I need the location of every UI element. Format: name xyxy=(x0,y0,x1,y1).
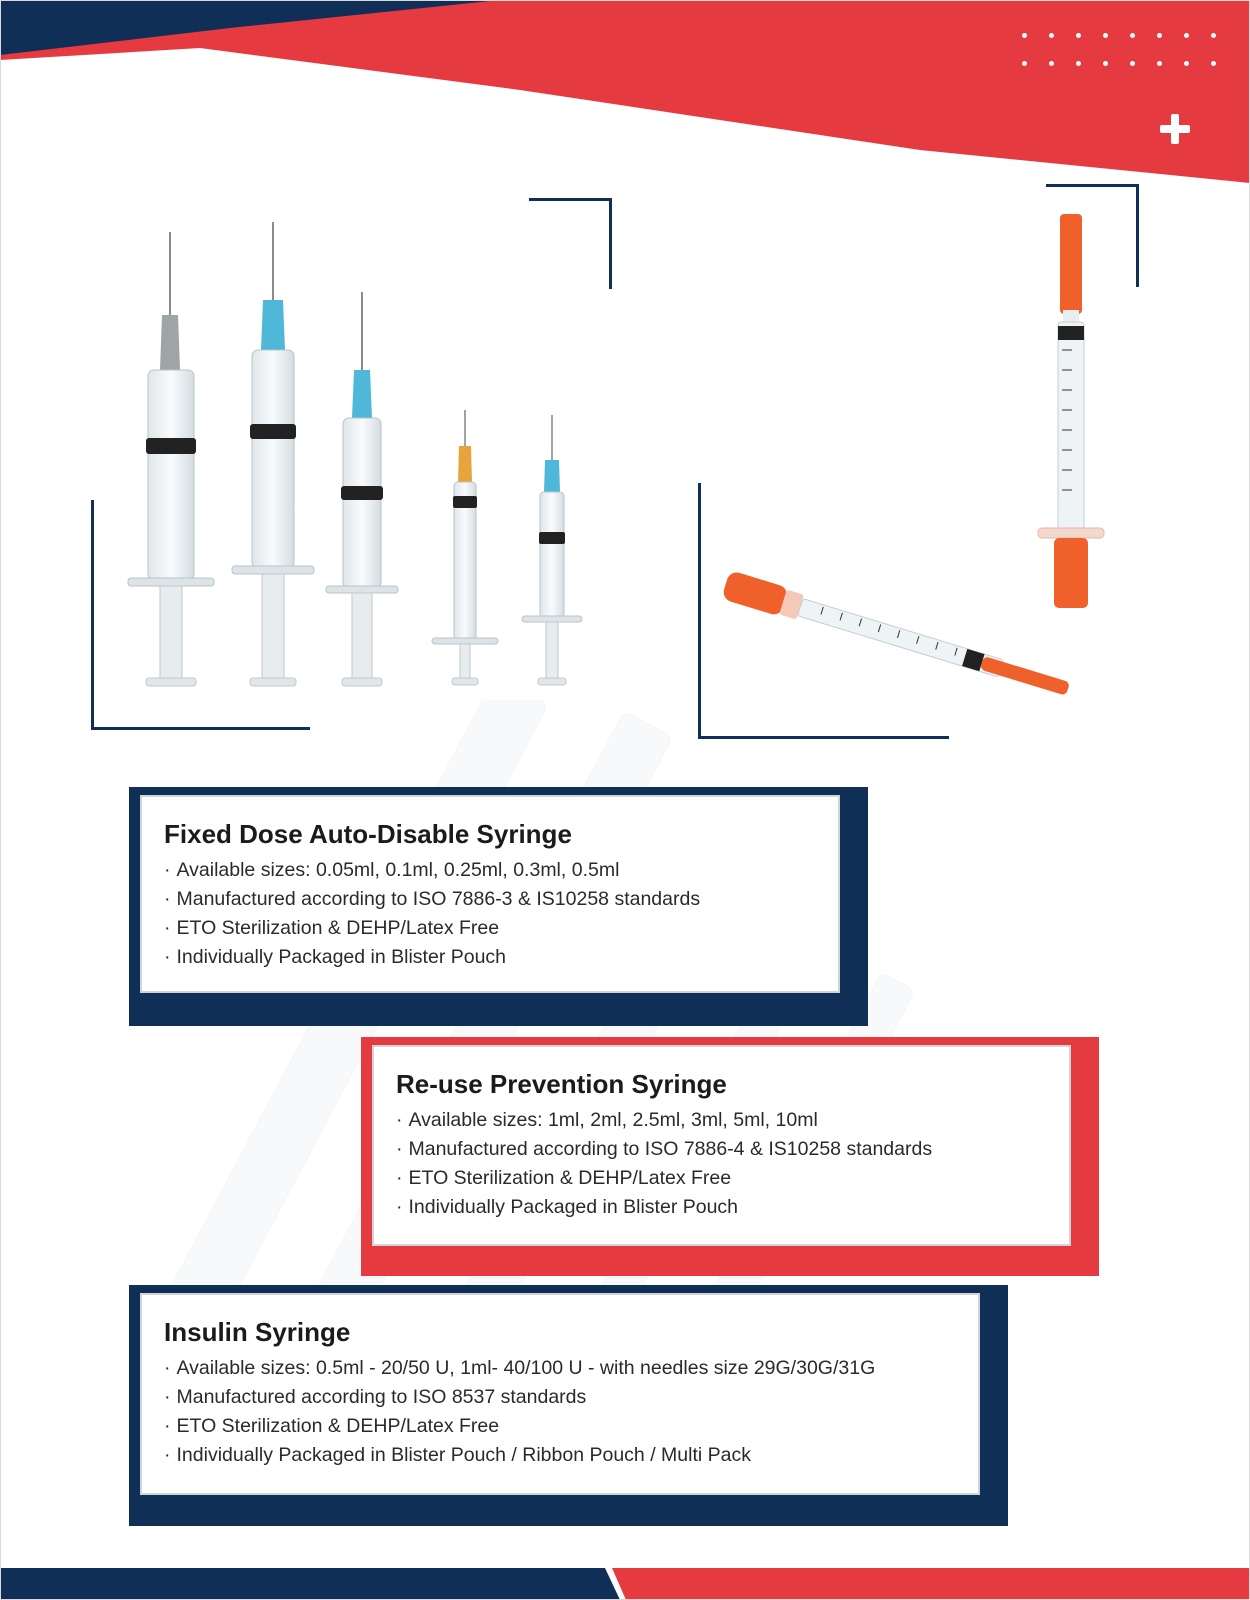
dot-icon xyxy=(1049,33,1054,38)
feature-item: · Individually Packaged in Blister Pouch xyxy=(164,943,816,972)
feature-item: · Individually Packaged in Blister Pouch xyxy=(396,1193,1047,1222)
feature-item: · Available sizes: 0.5ml - 20/50 U, 1ml- 40/100 U - with needles size 29G/30G/31G xyxy=(164,1354,956,1383)
dot-icon xyxy=(1184,33,1189,38)
feature-list xyxy=(164,1354,956,1470)
feature-item: · Manufactured according to ISO 8537 standards xyxy=(164,1383,956,1412)
feature-list xyxy=(396,1106,1047,1222)
syringe-0.5ml-image xyxy=(522,415,582,685)
dot-icon xyxy=(1022,61,1027,66)
dot-icon xyxy=(1103,61,1108,66)
syringe-set-photo xyxy=(110,220,630,710)
syringe-5ml-image xyxy=(128,232,214,686)
product-card-reuse-prevention xyxy=(372,1045,1071,1246)
feature-item: · Available sizes: 1ml, 2ml, 2.5ml, 3ml, 5ml, 10ml xyxy=(396,1106,1047,1135)
insulin-syringe-vertical-image xyxy=(1038,214,1104,608)
dot-icon xyxy=(1211,33,1216,38)
product-card-fixed-dose xyxy=(140,795,840,993)
bottom-stripe-decoration xyxy=(0,1568,1250,1600)
syringe-ad-image xyxy=(326,292,398,686)
dot-grid-icon xyxy=(1022,33,1222,73)
feature-item: · Manufactured according to ISO 7886-4 & IS10258 standards xyxy=(396,1135,1047,1164)
feature-list xyxy=(164,856,816,972)
dot-icon xyxy=(1211,61,1216,66)
feature-item: · ETO Sterilization & DEHP/Latex Free xyxy=(164,914,816,943)
dot-icon xyxy=(1130,33,1135,38)
dot-icon xyxy=(1076,33,1081,38)
plus-icon xyxy=(1158,112,1192,146)
dot-icon xyxy=(1130,61,1135,66)
dot-icon xyxy=(1049,61,1054,66)
dot-icon xyxy=(1157,33,1162,38)
feature-item: · ETO Sterilization & DEHP/Latex Free xyxy=(396,1164,1047,1193)
feature-item: · Available sizes: 0.05ml, 0.1ml, 0.25ml, 0.3ml, 0.5ml xyxy=(164,856,816,885)
dot-icon xyxy=(1103,33,1108,38)
feature-item: · Individually Packaged in Blister Pouch / Ribbon Pouch / Multi Pack xyxy=(164,1441,956,1470)
dot-icon xyxy=(1022,33,1027,38)
insulin-syringe-photo xyxy=(720,210,1120,710)
dot-icon xyxy=(1076,61,1081,66)
syringe-0.1ml-image xyxy=(432,410,498,685)
dot-icon xyxy=(1157,61,1162,66)
product-title: Insulin Syringe xyxy=(164,1317,351,1347)
syringe-3ml-image xyxy=(232,222,314,686)
dot-icon xyxy=(1184,61,1189,66)
insulin-syringe-horizontal-image xyxy=(721,570,1072,703)
product-title: Fixed Dose Auto-Disable Syringe xyxy=(164,819,572,849)
feature-item: · Manufactured according to ISO 7886-3 & IS10258 standards xyxy=(164,885,816,914)
product-title: Re-use Prevention Syringe xyxy=(396,1069,727,1099)
product-card-insulin xyxy=(140,1293,980,1495)
top-banner-decoration xyxy=(0,0,1250,190)
feature-item: · ETO Sterilization & DEHP/Latex Free xyxy=(164,1412,956,1441)
